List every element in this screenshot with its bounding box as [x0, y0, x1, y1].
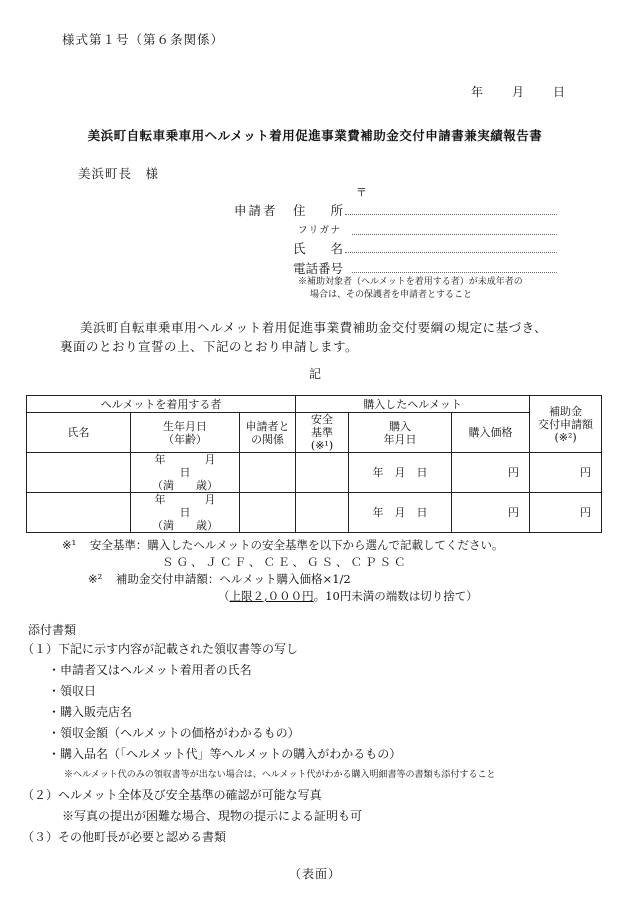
footnote-2 — [88, 571, 351, 587]
header-date-line1: 購入 — [389, 419, 412, 433]
application-statement — [60, 318, 548, 356]
addressee: 美浜町長 様 — [78, 166, 160, 181]
safety-standard-cell[interactable] — [296, 493, 349, 533]
guardian-note-line2: 場合は、その保護者を申請者とすること — [310, 290, 473, 300]
limit-open-paren: （ — [218, 589, 230, 603]
attachment-item-1: （１）下記に示す内容が記載された領収書等の写し — [22, 642, 299, 656]
phone-label: 電話番号 — [293, 261, 344, 276]
header-relation-line2: の関係 — [251, 432, 285, 446]
furigana-label: フリガナ — [298, 225, 342, 236]
date-year-label: 年 — [471, 85, 484, 99]
subsidy-amount-cell[interactable] — [530, 493, 602, 533]
address-field[interactable] — [345, 198, 557, 215]
page-side-label: （表面） — [288, 867, 341, 881]
applicant-label: 申請者 — [234, 203, 278, 218]
header-subsidy-line1: 補助金 — [549, 404, 583, 418]
document-title: 美浜町自転車乗車用ヘルメット着用促進事業費補助金交付申請書兼実績報告書 — [87, 128, 543, 143]
attachment-item-3: （３）その他町長が必要と認める書類 — [22, 830, 227, 844]
header-safety-standard — [296, 413, 349, 453]
birthdate-cell[interactable] — [131, 493, 255, 533]
header-birth-line1: 生年月日 — [163, 419, 207, 433]
purchase-date-cell[interactable] — [349, 493, 452, 533]
birthdate-ymd: 年 月 日 — [154, 453, 255, 479]
group-header-purchased: 購入したヘルメット — [296, 396, 530, 413]
footnote-1-mark: ※¹ — [62, 538, 77, 552]
footnote-2-text: 補助金交付申請額：ヘルメット購入価格×1/2 — [115, 572, 351, 586]
statement-line2: 裏面のとおり宣誓の上、下記のとおり申請します。 — [60, 339, 359, 354]
date-month-label: 月 — [512, 85, 525, 99]
price-cell[interactable] — [452, 453, 530, 493]
header-purchase-date — [349, 413, 452, 453]
attachment-bullet: ・申請者又はヘルメット着用者の氏名 — [48, 663, 252, 677]
age-text: （満 歳） — [152, 479, 218, 492]
safety-standard-options: ＳＧ、ＪＣＦ、ＣＥ、ＧＳ、ＣＰＳＣ — [162, 555, 409, 569]
age-text: （満 歳） — [152, 519, 218, 532]
amount-unit: 円 — [580, 506, 592, 519]
price-unit: 円 — [508, 506, 520, 519]
birthdate-cell[interactable] — [131, 453, 255, 493]
amount-unit: 円 — [580, 466, 592, 479]
limit-rest: 。10円未満の端数は切り捨て） — [313, 589, 478, 603]
purchase-date-cell[interactable] — [349, 453, 452, 493]
header-safety-line3: (※¹) — [310, 439, 334, 452]
attachment-bullet-note: ※ヘルメット代のみの領収書等が出ない場合は、ヘルメット代がわかる購入明細書等の書類も添付すること — [64, 770, 496, 780]
name-cell[interactable] — [27, 453, 131, 493]
guardian-note — [298, 276, 523, 302]
subsidy-limit-note — [218, 588, 478, 604]
header-safety-line1: 安全 — [311, 413, 334, 426]
date-day-label: 日 — [553, 85, 566, 99]
form-number: 様式第１号（第６条関係） — [62, 32, 225, 47]
subsidy-amount-cell[interactable] — [530, 453, 602, 493]
header-date-line2: 年月日 — [383, 432, 417, 446]
header-name: 氏名 — [27, 413, 131, 453]
subsidy-limit: 上限２,０００円 — [229, 589, 314, 603]
ki-heading: 記 — [308, 367, 321, 381]
header-birthdate — [131, 413, 240, 453]
purchase-date-ymd: 年 月 日 — [372, 506, 428, 519]
header-subsidy-amount — [530, 396, 602, 453]
table-row — [27, 453, 602, 493]
application-table — [26, 395, 602, 533]
attachment-item-2-note: ※写真の提出が困難な場合、現物の提示による証明も可 — [62, 809, 363, 823]
postal-mark: 〒 — [356, 186, 367, 199]
header-safety-line2: 基準 — [311, 426, 334, 439]
price-unit: 円 — [508, 466, 520, 479]
attachment-bullet: ・領収日 — [48, 684, 97, 698]
attachments-title: 添付書類 — [28, 623, 77, 637]
guardian-note-line1: ※補助対象者（ヘルメットを着用する者）が未成年者の — [298, 277, 523, 287]
name-label: 氏 名 — [293, 241, 344, 256]
header-subsidy-line2: 交付申請額 — [538, 417, 594, 431]
attachment-item-2: （２）ヘルメット全体及び安全基準の確認が可能な写真 — [22, 788, 322, 802]
footnote-1-text: 安全基準：購入したヘルメットの安全基準を以下から選んで記載してください。 — [89, 538, 504, 552]
header-birth-line2: （年齢） — [163, 432, 207, 446]
birthdate-ymd: 年 月 日 — [154, 493, 255, 519]
header-relation — [240, 413, 296, 453]
statement-line1: 美浜町自転車乗車用ヘルメット着用促進事業費補助金交付要綱の規定に基づき、 — [80, 320, 548, 335]
table-row — [27, 493, 602, 533]
attachment-bullet: ・購入品名（「ヘルメット代」等ヘルメットの購入がわかるもの） — [48, 747, 402, 761]
address-label: 住 所 — [293, 203, 344, 218]
header-price: 購入価格 — [452, 413, 530, 453]
footnote-2-mark: ※² — [88, 572, 103, 586]
header-relation-line1: 申請者と — [245, 419, 290, 433]
attachment-bullet: ・購入販売店名 — [48, 705, 133, 719]
safety-standard-cell[interactable] — [296, 453, 349, 493]
phone-field[interactable] — [352, 256, 557, 273]
purchase-date-ymd: 年 月 日 — [372, 466, 428, 479]
footnote-1 — [62, 537, 504, 553]
furigana-field[interactable] — [352, 220, 557, 235]
group-header-wearer: ヘルメットを着用する者 — [27, 396, 296, 413]
price-cell[interactable] — [452, 493, 530, 533]
name-field[interactable] — [345, 236, 557, 253]
attachment-bullet: ・領収金額（ヘルメットの価格がわかるもの） — [48, 726, 300, 740]
name-cell[interactable] — [27, 493, 131, 533]
header-subsidy-line3: (※²) — [554, 430, 577, 444]
